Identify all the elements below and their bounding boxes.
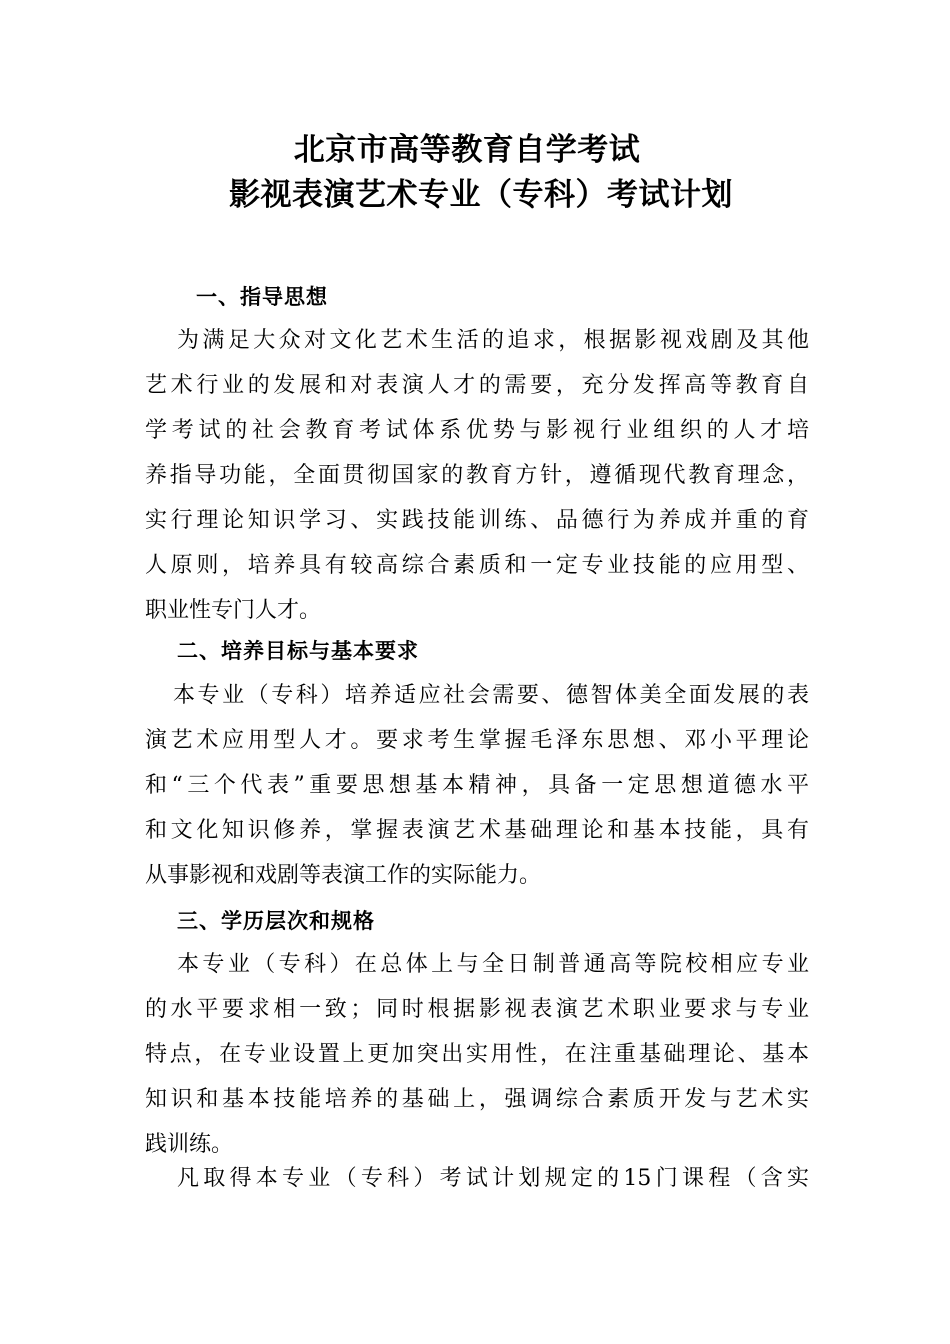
document-title-line-2: 影视表演艺术专业（专科）考试计划	[229, 177, 733, 213]
paragraph-line: 从事影视和戏剧等表演工作的实际能力。	[145, 863, 542, 888]
paragraph-line: 人原则，培养具有较高综合素质和一定专业技能的应用型、	[145, 553, 809, 578]
paragraph-line: 凡取得本专业（专科）考试计划规定的15门课程（含实	[177, 1166, 809, 1191]
paragraph-line: 践训练。	[145, 1132, 234, 1157]
paragraph-line: 为满足大众对文化艺术生活的追求，根据影视戏剧及其他	[177, 328, 809, 353]
paragraph-line: 演艺术应用型人才。要求考生掌握毛泽东思想、邓小平理论	[145, 728, 809, 753]
paragraph-line: 养指导功能，全面贯彻国家的教育方针，遵循现代教育理念，	[145, 463, 809, 488]
paragraph-line: 本专业（专科）培养适应社会需要、德智体美全面发展的表	[173, 683, 809, 708]
document-title-line-1: 北京市高等教育自学考试	[293, 132, 641, 168]
paragraph-line: 本专业（专科）在总体上与全日制普通高等院校相应专业	[177, 952, 809, 977]
paragraph-line: 职业性专门人才。	[145, 598, 322, 623]
paragraph-line: 学考试的社会教育考试体系优势与影视行业组织的人才培	[145, 418, 809, 443]
section-heading-education-level: 三、学历层次和规格	[177, 909, 375, 933]
section-3-paragraph-1	[145, 942, 809, 1167]
paragraph-line: 和“三个代表”重要思想基本精神，具备一定思想道德水平	[145, 773, 809, 798]
paragraph-line: 艺术行业的发展和对表演人才的需要，充分发挥高等教育自	[145, 373, 809, 398]
paragraph-line: 和文化知识修养，掌握表演艺术基础理论和基本技能，具有	[145, 818, 809, 843]
paragraph-line: 知识和基本技能培养的基础上，强调综合素质开发与艺术实	[145, 1087, 809, 1112]
section-1-paragraph	[145, 318, 809, 633]
section-3-paragraph-2	[145, 1156, 809, 1201]
paragraph-line: 的水平要求相一致；同时根据影视表演艺术职业要求与专业	[145, 997, 809, 1022]
paragraph-line: 特点，在专业设置上更加突出实用性，在注重基础理论、基本	[145, 1042, 809, 1067]
section-heading-training-goals: 二、培养目标与基本要求	[177, 639, 419, 663]
section-2-paragraph	[145, 673, 809, 898]
paragraph-line: 实行理论知识学习、实践技能训练、品德行为养成并重的育	[145, 508, 809, 533]
section-heading-guiding-ideology: 一、指导思想	[196, 285, 328, 309]
